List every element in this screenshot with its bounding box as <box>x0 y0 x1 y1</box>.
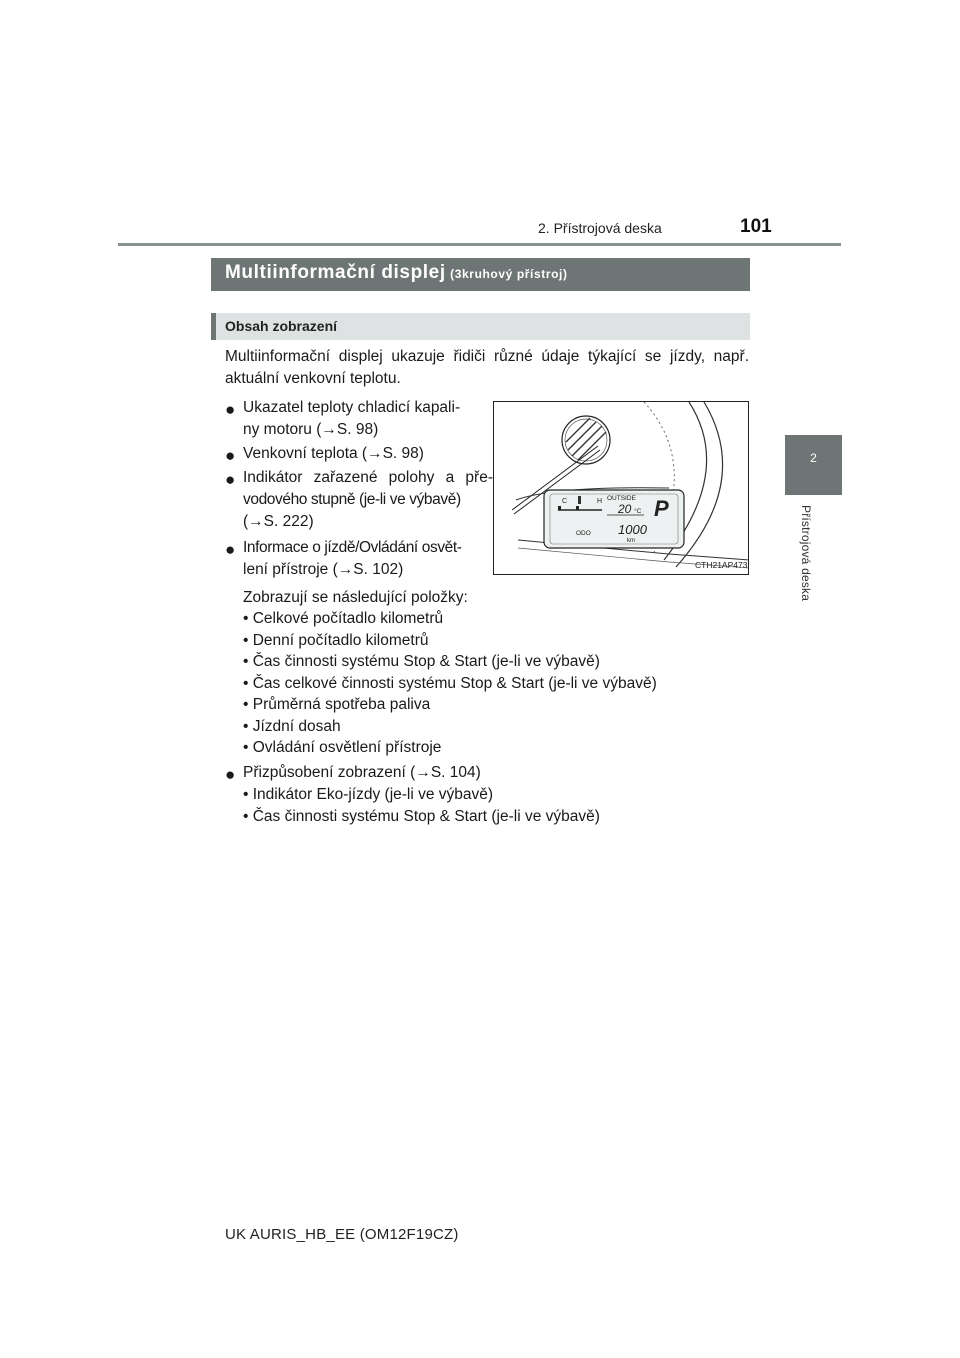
bullet-line: ny motoru (→S. 98) <box>243 421 379 438</box>
bullet-line: vodového stupně (je-li ve výbavě) <box>243 491 461 508</box>
info-list-item: • Čas celkové činnosti systému Stop & Start (je-li ve výbavě) <box>243 674 657 692</box>
bullet-marker: ● <box>225 446 236 465</box>
bullet-line: Ukazatel teploty chladicí kapali- <box>243 399 461 416</box>
info-intro: Zobrazují se následující položky: <box>243 589 468 606</box>
bullet-item <box>243 397 493 441</box>
figure-code: CTH21AP473 <box>695 560 748 570</box>
bullet-item <box>243 467 493 533</box>
lcd-temperature: 20 <box>618 502 632 516</box>
coolant-temperature-icon <box>578 496 581 504</box>
bullet-marker: ● <box>225 470 236 489</box>
chapter-label: Přístrojová deska <box>799 505 813 602</box>
lcd-outside-label: OUTSIDE <box>607 495 636 502</box>
header-rule <box>118 243 841 246</box>
bullet-line: Indikátor zařazené polohy a pře- <box>243 469 493 486</box>
section-title: Multiinformační displej <box>225 262 446 283</box>
lcd-odometer: 1000 <box>618 522 647 537</box>
lcd-temp-unit: °C <box>634 508 642 515</box>
bullet-marker: ● <box>225 400 236 419</box>
document-footer: UK AURIS_HB_EE (OM12F19CZ) <box>225 1226 459 1243</box>
lcd-cold-label: C <box>562 498 568 505</box>
info-list-item: • Jízdní dosah <box>243 717 341 735</box>
lcd-odo-label: ODO <box>576 530 591 537</box>
bullet-line: Informace o jízdě/Ovládání osvět- <box>243 539 462 556</box>
custom-list <box>243 784 600 827</box>
bullet-item <box>243 443 493 465</box>
bullet-line: Venkovní teplota (→S. 98) <box>243 445 424 462</box>
info-list <box>243 608 657 759</box>
page-number: 101 <box>740 216 772 237</box>
custom-list-item: • Čas činnosti systému Stop & Start (je-li ve výbavě) <box>243 807 600 825</box>
bullet-item <box>243 537 493 581</box>
subheading: Obsah zobrazení <box>225 318 338 334</box>
info-list-item: • Čas činnosti systému Stop & Start (je-li ve výbavě) <box>243 653 600 670</box>
intro-paragraph: Multiinformační displej ukazuje řidiči různé údaje týkající se jízdy, např. aktuální venkovní teplotu. <box>225 348 749 387</box>
lcd-gear-indicator: P <box>654 496 669 521</box>
info-list-item: • Celkové počítadlo kilometrů <box>243 610 444 627</box>
lcd-hot-label: H <box>597 498 603 505</box>
subheading-accent <box>211 313 216 340</box>
subheading-bar <box>211 313 750 340</box>
bullet-line: lení přístroje (→S. 102) <box>243 561 404 578</box>
lcd-odo-unit: km <box>627 538 635 544</box>
section-subtitle: (3kruhový přístroj) <box>450 267 568 281</box>
instrument-cluster-figure <box>493 401 749 575</box>
info-list-item: • Průměrná spotřeba paliva <box>243 696 431 713</box>
custom-bullet: Přizpůsobení zobrazení (→S. 104) <box>243 764 481 781</box>
running-header-section: 2. Přístrojová deska <box>538 220 662 236</box>
info-list-item: • Ovládání osvětlení přístroje <box>243 739 442 756</box>
bullet-marker: ● <box>225 765 236 784</box>
chapter-number: 2 <box>810 451 817 465</box>
bullet-marker: ● <box>225 540 236 559</box>
section-title-bar <box>211 258 750 291</box>
custom-list-item: • Indikátor Eko-jízdy (je-li ve výbavě) <box>243 786 494 803</box>
instrument-cluster-illustration <box>494 402 749 575</box>
bullet-line: (→S. 222) <box>243 513 314 530</box>
info-list-item: • Denní počítadlo kilometrů <box>243 631 429 649</box>
chapter-tab <box>785 435 842 495</box>
